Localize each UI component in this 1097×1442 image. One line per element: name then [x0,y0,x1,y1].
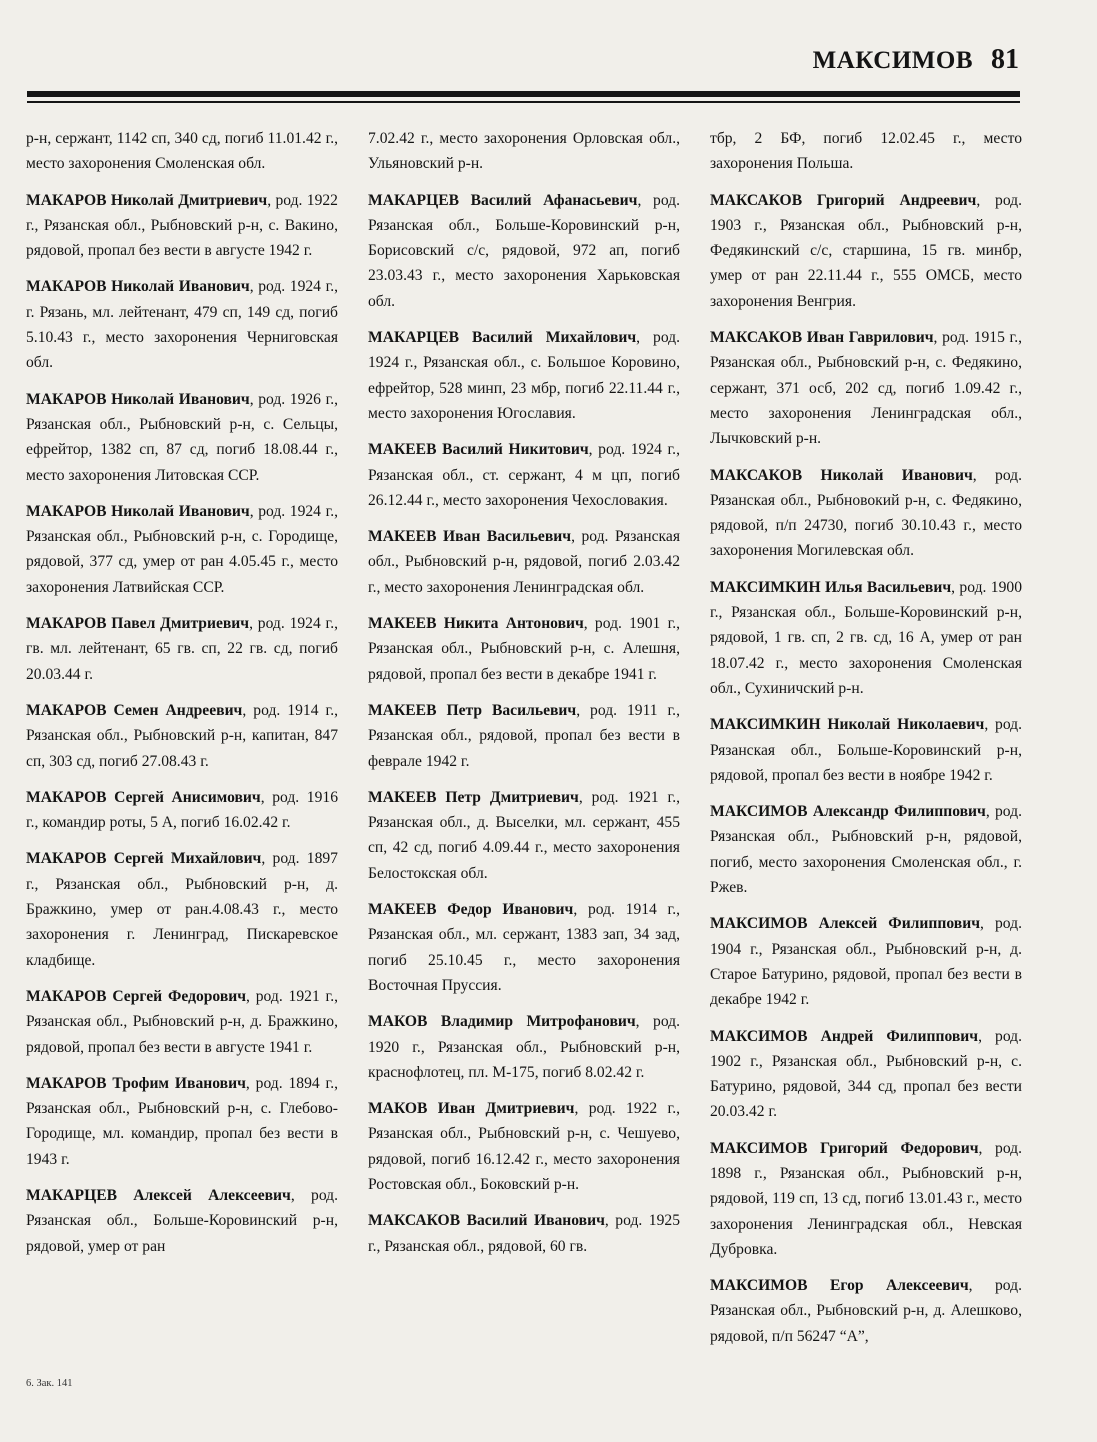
register-entry [368,188,680,314]
entry-text: , род. 1922 г., Рязанская обл., Рыбновский р-н, с. Чешуево, рядовой, погиб 16.12.42 г., место захоронения Ростовская обл., Боковский р-н. [368,1100,680,1193]
entry-name: МАКАРОВ Николай Иванович [26,390,250,408]
column-2 [368,126,680,1346]
entry-name: МАКАРОВ Семен Андреевич [26,701,243,719]
entry-name: МАКСИМОВ Григорий Федорович [710,1139,979,1157]
entry-text: , род. 1911 г., Рязанская обл., рядовой, пропал без вести в феврале 1942 г. [368,701,680,770]
entry-text: , род. 1915 г., Рязанская обл., Рыбновский р-н, с. Федякино, сержант, 371 осб, 202 сд, погиб 1.09.42 г., место захоронения Ленинградская обл., Лычковский р-н. [710,329,1022,448]
register-entry [26,1183,338,1259]
register-entry [26,126,338,177]
entry-text: , род. Рязанская обл., Рыбновский р-н, рядовой, погиб, место захоронения Смоленская обл., г. Ржев. [710,803,1022,897]
entry-name: МАКАРОВ Сергей Анисимович [26,788,261,806]
entry-name: МАКАРОВ Николай Дмитриевич [26,191,268,209]
entry-text: 7.02.42 г., место захоронения Орловская обл., Ульяновский р-н. [368,130,680,173]
register-entry [368,437,680,513]
entry-name: МАКСАКОВ Василий Иванович [368,1212,605,1230]
entry-text: , род. 1924 г., г. Рязань, мл. лейтенант, 479 сп, 149 сд, погиб 5.10.43 г., место захоронения Черниговская обл. [26,278,338,372]
entry-text: , род. Рязанская обл., Больше-Коровинский р-н, рядовой, умер от ран [26,1186,338,1255]
register-entry [368,698,680,774]
register-entry [368,1208,680,1259]
entry-text: , род. Рязанская обл., Рыбновский р-н, рядовой, погиб 2.03.42 г., место захоронения Ленинградская обл. [368,528,680,596]
entry-name: МАКСИМОВ Александр Филиппович [710,803,986,821]
entry-name: МАКАРОВ Павел Дмитриевич [26,615,250,633]
entry-name: МАКЕЕВ Василий Никитович [368,441,589,459]
header-rule-thick [27,91,1020,97]
entry-text: , род. 1902 г., Рязанская обл., Рыбновский р-н, с. Батурино, рядовой, 344 сд, пропал без вести 20.03.42 г. [710,1027,1022,1121]
register-entry [26,698,338,774]
entry-text: , род. 1914 г., Рязанская обл., Рыбновский р-н, капитан, 847 сп, 303 сд, погиб 27.08.43 г. [26,701,338,770]
entry-name: МАКСИМОВ Алексей Филиппович [710,915,980,933]
entry-text: , род. 1924 г., Рязанская обл., ст. сержант, 4 м цп, погиб 26.12.44 г., место захоронения Чехословакия. [368,441,680,509]
entry-text: , род. 1903 г., Рязанская обл., Рыбновский р-н, Федякинский с/с, старшина, 15 гв. минбр, умер от ран 22.11.44 г., 555 ОМСБ, место захоронения Венгрия. [710,191,1023,310]
entry-text: , род. 1920 г., Рязанская обл., Рыбновский р-н, краснофлотец, пл. М-175, погиб 8.02.42 г. [368,1013,680,1081]
entry-name: МАКАРОВ Сергей Михайлович [26,850,262,868]
page-number: 81 [991,44,1019,75]
column-3 [710,126,1022,1346]
register-entry [368,611,680,687]
column-1 [26,126,338,1346]
register-entry [710,463,1022,564]
entry-text: , род. 1921 г., Рязанская обл., Рыбновский р-н, д. Бражкино, рядовой, пропал без вести в августе 1941 г. [26,987,338,1056]
register-entry [26,274,338,375]
entry-name: МАКЕЕВ Никита Антонович [368,615,584,633]
register-entry [26,611,338,687]
entry-text: , род. Рязанская обл., Рыбновский р-н, д. Алешково, рядовой, п/п 56247 “А”, [710,1277,1022,1345]
register-entry [710,126,1022,177]
entry-text: , род. Рязанская обл., Больше-Коровинский р-н, рядовой, пропал без вести в ноябре 1942 г. [710,716,1022,784]
register-entry [26,984,338,1060]
entry-name: МАКЕЕВ Федор Иванович [368,901,574,919]
register-entry [368,524,680,600]
entry-name: МАКОВ Иван Дмитриевич [368,1100,575,1118]
entry-text: , род. 1904 г., Рязанская обл., Рыбновский р-н, д. Старое Батурино, рядовой, пропал без вести в декабре 1942 г. [710,915,1022,1009]
register-entry [710,1024,1022,1125]
register-entry [368,1096,680,1197]
entry-text: , род. 1922 г., Рязанская обл., Рыбновский р-н, с. Вакино, рядовой, пропал без вести в августе 1942 г. [26,191,338,260]
entry-name: МАКЕЕВ Иван Васильевич [368,528,572,546]
entry-name: МАКАРЦЕВ Василий Михайлович [368,329,637,347]
register-entry [710,575,1022,701]
entry-text: , род. 1924 г., Рязанская обл., с. Большое Коровино, ефрейтор, 528 минп, 23 мбр, погиб 22.11.44 г., место захоронения Югославия. [368,329,680,422]
printer-note: 6. Зак. 141 [26,1378,73,1389]
entry-name: МАКЕЕВ Петр Васильевич [368,701,577,719]
entry-name: МАКСАКОВ Николай Иванович [710,466,973,484]
header-rule-thin [27,101,1020,103]
entry-name: МАКСИМОВ Егор Алексеевич [710,1277,969,1295]
entry-text: , род. 1926 г., Рязанская обл., Рыбновский р-н, с. Сельцы, ефрейтор, 1382 сп, 87 сд, погиб 18.08.44 г., место захоронения Литовская ССР. [26,390,338,484]
header-title: МАКСИМОВ [812,47,973,74]
entry-name: МАКСИМКИН Николай Николаевич [710,716,985,734]
register-entry [368,897,680,998]
entry-text: , род. 1916 г., командир роты, 5 А, погиб 16.02.42 г. [26,788,338,832]
entry-text: , род. 1897 г., Рязанская обл., Рыбновский р-н, д. Бражкино, умер от ран.4.08.43 г., место захоронения г. Ленинград, Пискаревское кладбище. [26,850,338,969]
entry-name: МАКЕЕВ Петр Дмитриевич [368,788,579,806]
entry-text: р-н, сержант, 1142 сп, 340 сд, погиб 11.01.42 г., место захоронения Смоленская обл. [26,130,338,173]
entry-name: МАКСАКОВ Григорий Андреевич [710,191,977,209]
entry-name: МАКАРОВ Николай Иванович [26,278,250,296]
entry-text: , род. 1921 г., Рязанская обл., д. Выселки, мл. сержант, 455 сп, 42 сд, погиб 4.09.44 г., место захоронения Белостокская обл. [368,788,680,882]
register-entry [26,387,338,488]
entry-name: МАКСИМОВ Андрей Филиппович [710,1027,979,1045]
register-entry [26,1071,338,1172]
register-entry [368,325,680,426]
register-entry [368,785,680,886]
register-entry [26,188,338,264]
entry-text: , род. 1900 г., Рязанская обл., Больше-Коровинский р-н, рядовой, 1 гв. сп, 2 гв. сд, 16 А, умер от ран 18.07.42 г., место захоронения Смоленская обл., Сухиничский р-н. [710,578,1022,697]
entry-text: тбр, 2 БФ, погиб 12.02.45 г., место захоронения Польша. [710,130,1022,173]
register-entry [26,846,338,972]
register-entry [368,126,680,177]
entry-text: , род. 1898 г., Рязанская обл., Рыбновский р-н, рядовой, 119 сп, 13 сд, погиб 13.01.43 г., место захоронения Ленинградская обл., Невская Дубровка. [710,1139,1022,1258]
text-columns [26,126,1022,1346]
entry-text: , род. 1924 г., Рязанская обл., Рыбновский р-н, с. Городище, рядовой, 377 сд, умер от ран 4.05.45 г., место захоронения Латвийская ССР. [26,502,338,596]
entry-name: МАКСИМКИН Илья Васильевич [710,578,952,596]
entry-name: МАКАРОВ Трофим Иванович [26,1074,246,1092]
entry-name: МАКАРОВ Николай Иванович [26,502,250,520]
entry-name: МАКАРЦЕВ Василий Афанасьевич [368,191,638,209]
register-entry [710,188,1022,314]
entry-name: МАКАРЦЕВ Алексей Алексеевич [26,1186,291,1204]
register-entry [710,1273,1022,1349]
register-entry [368,1009,680,1085]
entry-text: , род. 1914 г., Рязанская обл., мл. сержант, 1383 зап, 34 зад, погиб 25.10.45 г., место захоронения Восточная Пруссия. [368,901,680,994]
entry-name: МАКАРОВ Сергей Федорович [26,987,247,1005]
entry-text: , род. 1924 г., гв. мл. лейтенант, 65 гв. сп, 22 гв. сд, погиб 20.03.44 г. [26,615,338,683]
register-entry [710,1136,1022,1262]
running-header [813,44,1019,76]
entry-name: МАКОВ Владимир Митрофанович [368,1013,636,1031]
register-entry [710,712,1022,788]
register-entry [710,799,1022,900]
register-entry [710,911,1022,1012]
entry-text: , род. 1925 г., Рязанская обл., рядовой, 60 гв. [368,1212,680,1255]
entry-text: , род. 1894 г., Рязанская обл., Рыбновский р-н, с. Глебово-Городище, мл. командир, пропал без вести в 1943 г. [26,1074,338,1168]
entry-text: , род. 1901 г., Рязанская обл., Рыбновский р-н, с. Алешня, рядовой, пропал без вести в декабре 1941 г. [368,615,681,683]
entry-text: , род. Рязанская обл., Рыбновокий р-н, с. Федякино, рядовой, п/п 24730, погиб 30.10.43 г., место захоронения Могилевская обл. [710,466,1022,560]
register-entry [26,499,338,600]
register-entry [710,325,1022,451]
register-entry [26,785,338,836]
entry-name: МАКСАКОВ Иван Гаврилович [710,329,934,347]
entry-text: , род. Рязанская обл., Больше-Коровинский р-н, Борисовский с/с, рядовой, 972 ап, погиб 23.03.43 г., место захоронения Харьковская обл. [368,191,680,310]
